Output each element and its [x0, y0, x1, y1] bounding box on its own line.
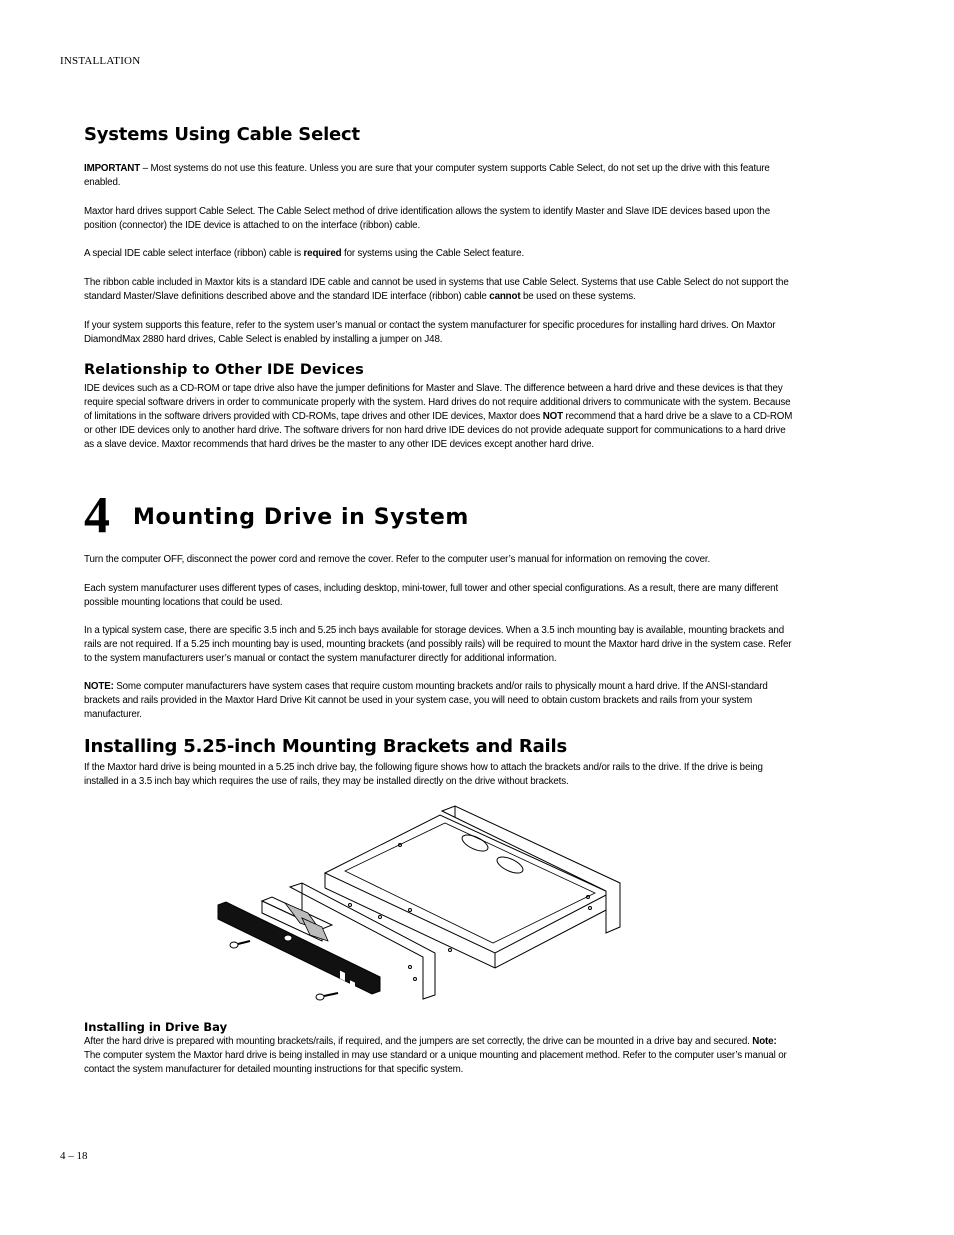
paragraph-system-support: If your system supports this feature, refer to the system user’s manual or contact the system manufacturer for specific procedures for installing hard drives. On Maxtor DiamondMax 2880 hard drives, Cable Select is enabled by installing a jumper on J48. — [84, 320, 776, 345]
page-number: 4 – 18 — [60, 1150, 88, 1162]
bracket-installation-figure — [210, 805, 630, 1010]
note-label: NOTE: — [84, 681, 114, 692]
heading-cable-select: Systems Using Cable Select — [84, 124, 360, 145]
heading-relationship: Relationship to Other IDE Devices — [84, 362, 364, 378]
paragraph-bays: In a typical system case, there are specific 3.5 inch and 5.25 inch bays available for storage devices. When a 3.5 inch mounting bay is available, mounting brackets and rails are not required. If a 5.25 inch mounting bay is used, mounting brackets (and possibly rails) will be required to mount the Maxtor hard drive in the system case. Refer to the system manufacturers user’s manual or contact the system manufacturer directly for additional information. — [84, 625, 792, 664]
paragraph-drive-bay: After the hard drive is prepared with mounting brackets/rails, if required, and the jumpers are set correctly, the drive can be mounted in a drive bay and secured. Note: The computer system the Maxtor hard drive is being installed in may use standard or a unique mounting and placement method. Refer to the computer user’s manual or contact the system manufacturer for detailed mounting instructions for that specific system. — [84, 1036, 787, 1075]
important-label: IMPORTANT — [84, 163, 141, 174]
paragraph-important: IMPORTANT – Most systems do not use this feature. Unless you are sure that your computer system supports Cable Select, do not set up the drive with this feature enabled. — [84, 163, 770, 188]
paragraph-cable-select-support: Maxtor hard drives support Cable Select. The Cable Select method of drive identification allows the system to identify Master and Slave IDE devices based upon the position (connector) the IDE device is attached to on the interface (ribbon) cable. — [84, 206, 771, 231]
paragraph-special-cable: A special IDE cable select interface (ribbon) cable is required for systems using the Cable Select feature. — [84, 248, 525, 259]
heading-brackets: Installing 5.25-inch Mounting Brackets and Rails — [84, 736, 567, 757]
chapter-title: Mounting Drive in System — [133, 505, 469, 530]
chapter-number: 4 — [84, 487, 110, 544]
hard-drive-illustration — [325, 815, 610, 968]
paragraph-turn-off: Turn the computer OFF, disconnect the power cord and remove the cover. Refer to the computer user’s manual for information on removing the cover. — [84, 554, 711, 565]
paragraph-relationship: IDE devices such as a CD-ROM or tape drive also have the jumper definitions for Master and Slave. The difference between a hard drive and these devices is that they require special software drivers in order to communicate properly with the system. Hard drives do not require additional drivers to communicate with the system. Because of limitations in the software drivers provided with CD-ROMs, tape drives and other IDE devices, Maxtor does NOT recommend that a hard drive be a slave to a CD-ROM or other IDE devices only to another hard drive. The software drivers for non hard drive IDE devices do not provide adequate support for communications to a hard drive as a slave device. Maxtor recommends that hard drives be the master to any other IDE devices except another hard drive. — [84, 383, 793, 450]
heading-drive-bay: Installing in Drive Bay — [84, 1020, 228, 1034]
running-head: INSTALLATION — [60, 55, 141, 67]
paragraph-brackets: If the Maxtor hard drive is being mounted in a 5.25 inch drive bay, the following figure shows how to attach the brackets and/or rails to the drive. If the drive is being installed in a 3.5 inch bay which requires the use of rails, they may be installed directly on the drive without brackets. — [84, 762, 763, 787]
paragraph-note: NOTE: Some computer manufacturers have system cases that require custom mounting brackets and/or rails to physically mount a hard drive. If the ANSI-standard brackets and rails provided in the Maxtor Hard Drive Kit cannot be used in your system case, you will need to obtain custom brackets and rails from your system manufacturer. — [84, 681, 768, 720]
paragraph-case-types: Each system manufacturer uses different types of cases, including desktop, mini-tower, full tower and other special configurations. As a result, there are many different possible mounting locations that could be used. — [84, 583, 779, 608]
note-label-drive-bay: Note: — [752, 1036, 777, 1047]
paragraph-ribbon-cable: The ribbon cable included in Maxtor kits is a standard IDE cable and cannot be used in systems that use Cable Select. Systems that use Cable Select do not support the standard Master/Slave definitions described above and the standard IDE interface (ribbon) cable cannot be used on these systems. — [84, 277, 789, 302]
